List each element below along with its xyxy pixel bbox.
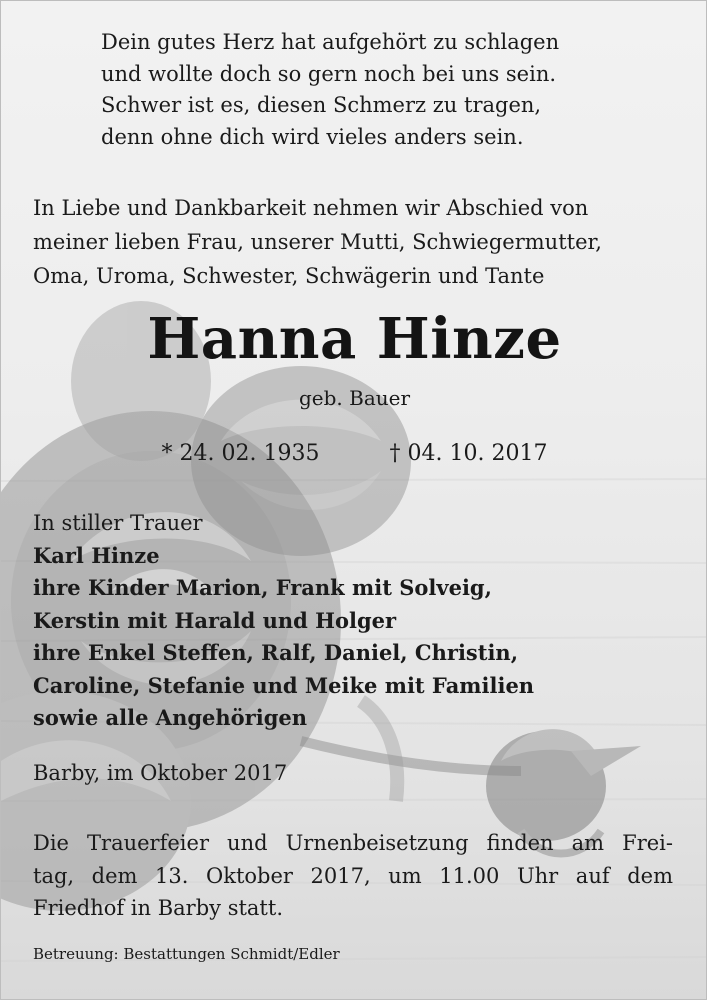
mourner-line: Karl Hinze (33, 542, 160, 568)
deceased-name: Hanna Hinze (147, 306, 562, 372)
intro-line: In Liebe und Dankbarkeit nehmen wir Abschied von (33, 196, 589, 220)
birth-date: * 24. 02. 1935 (161, 441, 320, 466)
mourner-line: ihre Enkel Steffen, Ralf, Daniel, Christin, (33, 640, 519, 665)
farewell-intro (33, 191, 673, 293)
poem-line: denn ohne dich wird vieles anders sein. (101, 124, 524, 149)
intro-line: meiner lieben Frau, unserer Mutti, Schwiegermutter, (33, 230, 602, 254)
funeral-home-credit: Betreuung: Bestattungen Schmidt/Edler (33, 945, 340, 963)
mourner-line: Caroline, Stefanie und Meike mit Familien (33, 672, 535, 698)
maiden-name: geb. Bauer (298, 386, 411, 410)
service-line: Die Trauerfeier und Urnenbeisetzung finden am Frei- (33, 831, 673, 855)
notice-content (1, 1, 707, 1000)
poem-verse (101, 27, 641, 153)
intro-line: Oma, Uroma, Schwester, Schwägerin und Tante (33, 264, 545, 288)
death-date: † 04. 10. 2017 (389, 441, 548, 466)
place-and-date: Barby, im Oktober 2017 (33, 761, 288, 785)
funeral-service-info (33, 827, 673, 925)
poem-line: und wollte doch so gern noch bei uns sein. (101, 61, 557, 86)
mourners-lead: In stiller Trauer (33, 511, 203, 535)
mourner-line: sowie alle Angehörigen (33, 705, 308, 730)
mourner-line: ihre Kinder Marion, Frank mit Solveig, (33, 575, 492, 600)
mourner-line: Kerstin mit Harald und Holger (33, 607, 397, 633)
service-line: tag, dem 13. Oktober 2017, um 11.00 Uhr auf dem (33, 863, 673, 888)
poem-line: Dein gutes Herz hat aufgehört zu schlagen (101, 30, 560, 54)
service-line: Friedhof in Barby statt. (33, 896, 283, 920)
mourners-list (33, 507, 673, 735)
poem-line: Schwer ist es, diesen Schmerz zu tragen, (101, 93, 542, 117)
life-dates (1, 441, 707, 466)
